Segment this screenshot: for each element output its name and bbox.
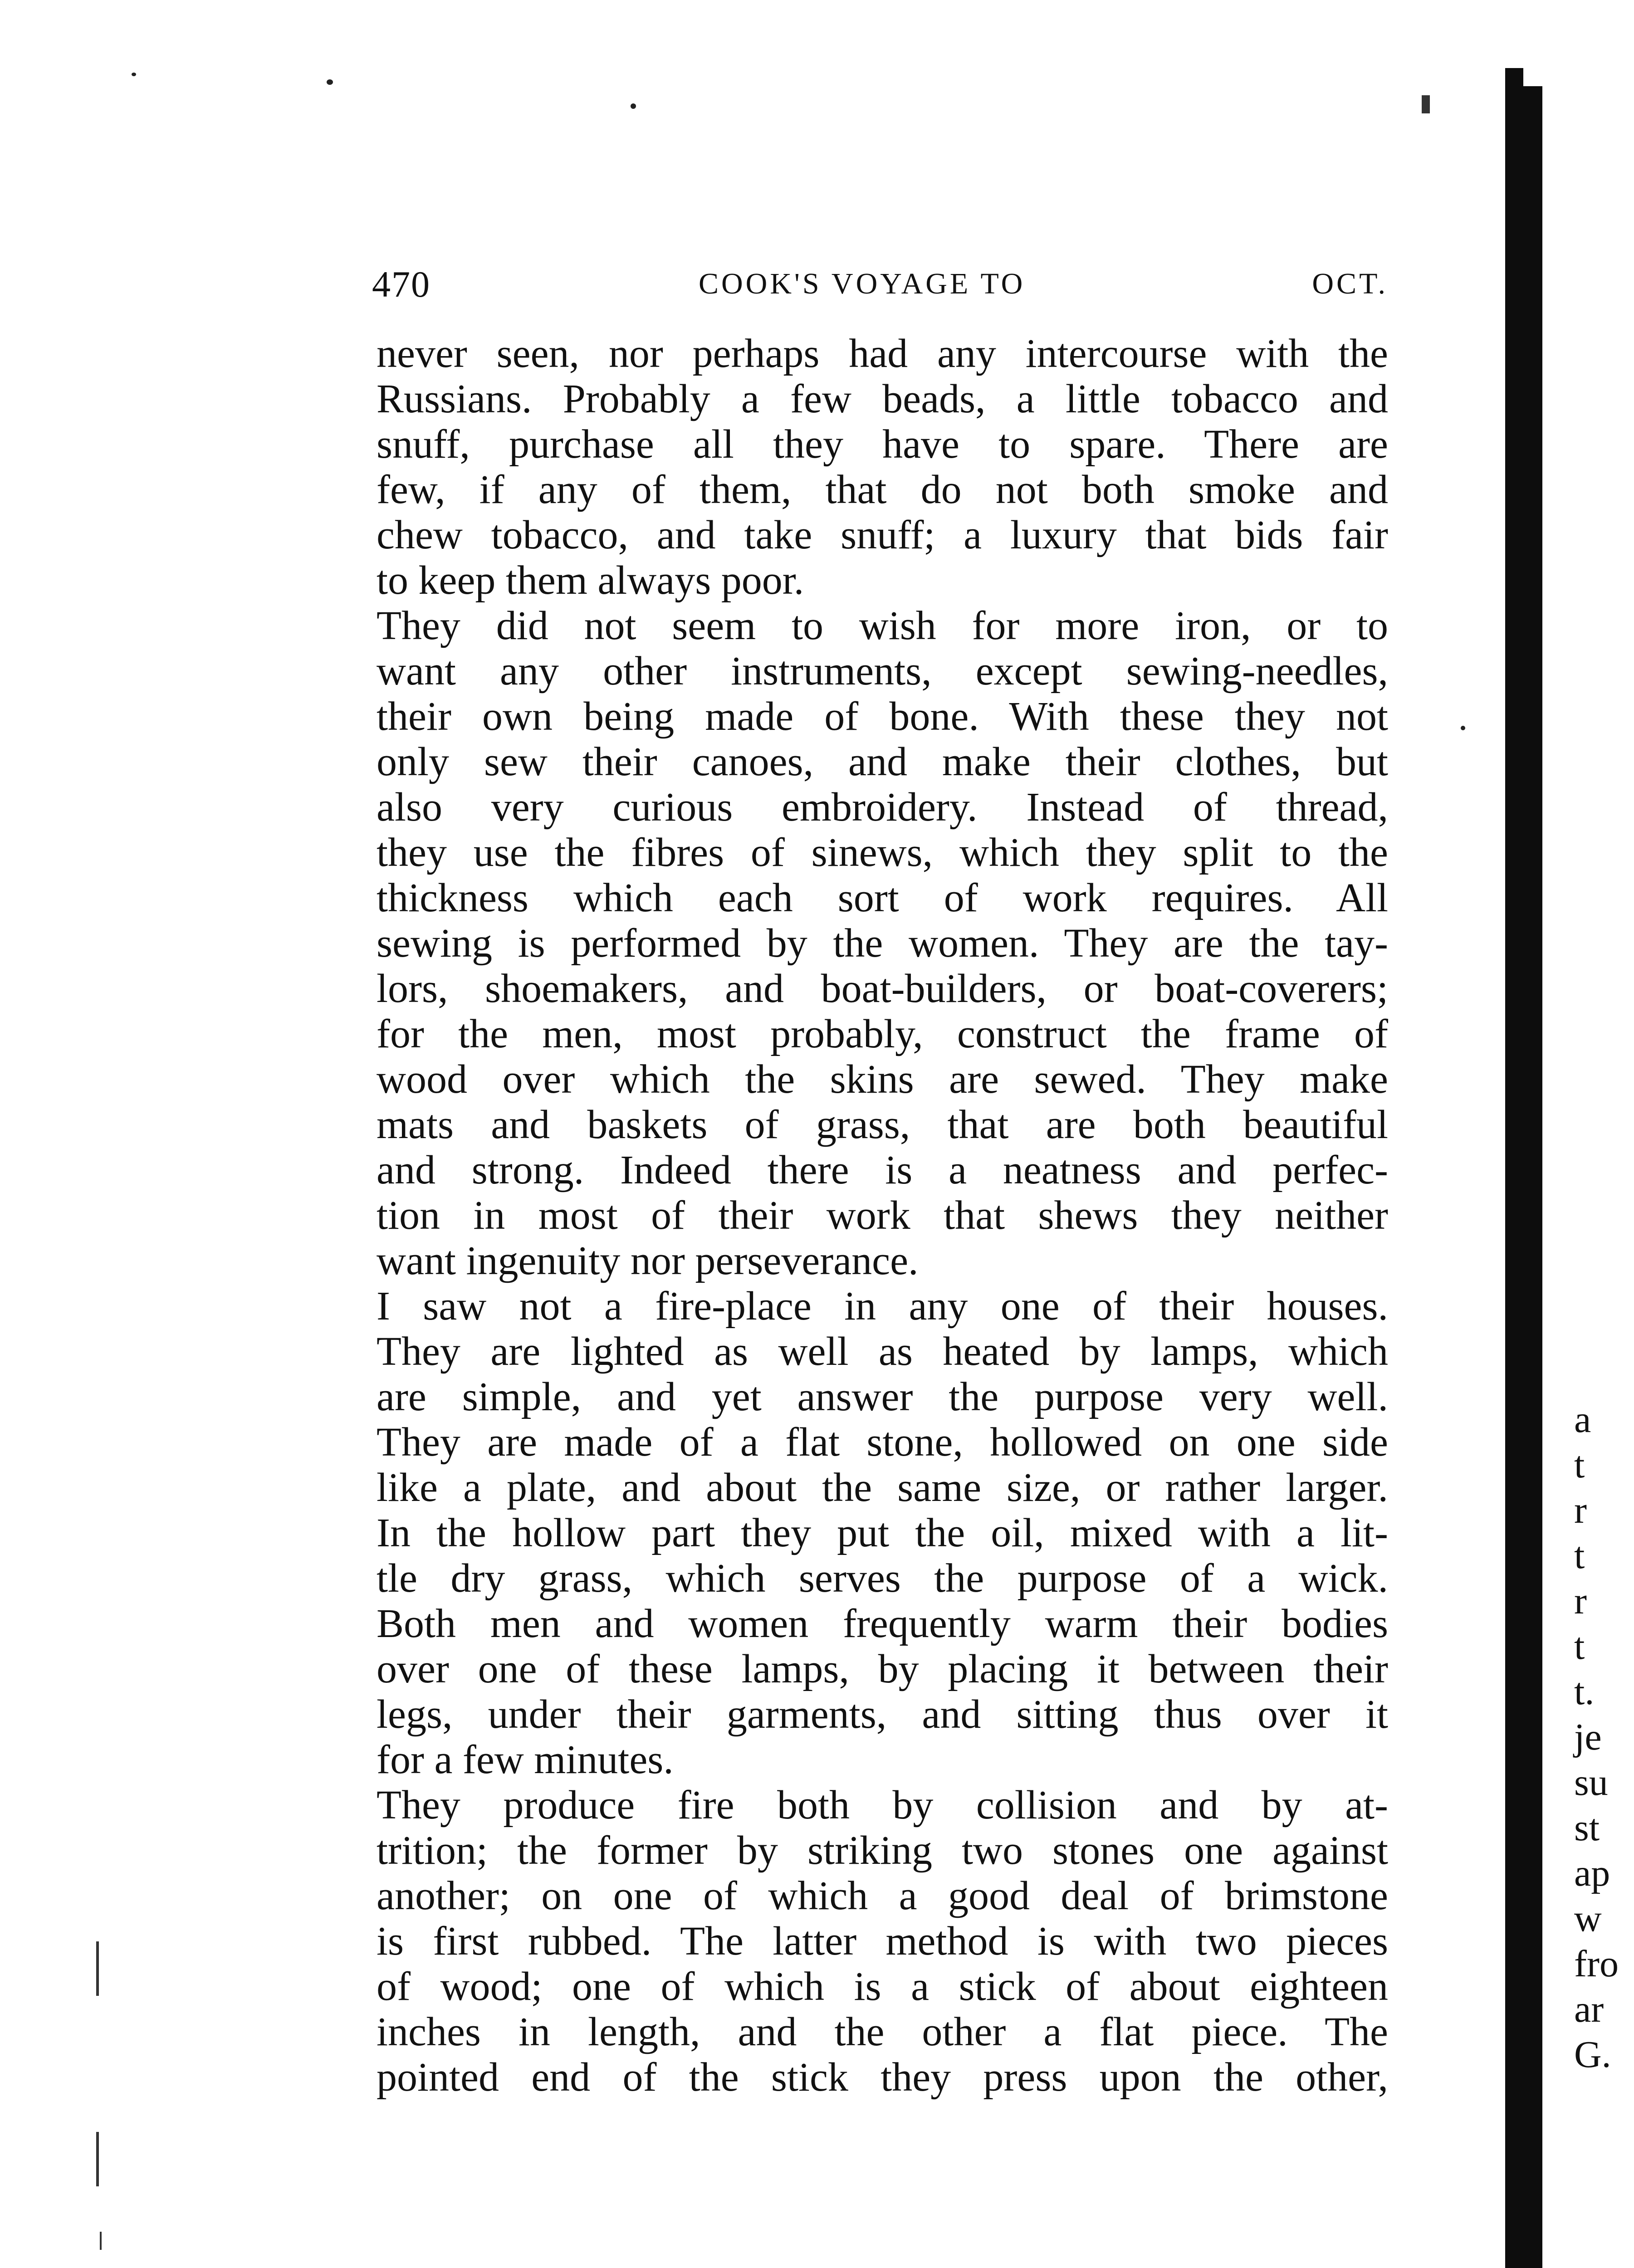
text-line: to keep them always poor.	[377, 558, 804, 603]
running-title: COOK'S VOYAGE TO	[699, 267, 1026, 300]
facing-fragment: r	[1574, 1489, 1587, 1531]
text-line: only sew their canoes, and make their clothes, but	[377, 739, 1388, 784]
text-line: tle dry grass, which serves the purpose of a wick.	[377, 1556, 1388, 1601]
text-line: want any other instruments, except sewing-needles,	[377, 649, 1388, 694]
text-line: chew tobacco, and take snuff; a luxury that bids fair	[377, 513, 1388, 557]
text-line: also very curious embroidery. Instead of thread,	[377, 785, 1388, 830]
text-line: Russians. Probably a few beads, a little tobacco and	[377, 376, 1388, 421]
text-line: lors, shoemakers, and boat-builders, or boat-coverers;	[377, 966, 1388, 1011]
text-line: In the hollow part they put the oil, mixed with a lit-	[377, 1510, 1388, 1555]
text-line: They are made of a flat stone, hollowed on one side	[377, 1420, 1388, 1465]
text-line: and strong. Indeed there is a neatness and perfec-	[377, 1148, 1388, 1193]
text-line: of wood; one of which is a stick of about eighteen	[377, 1964, 1388, 2009]
speck	[631, 103, 636, 109]
speck	[132, 73, 136, 76]
facing-fragment: G.	[1574, 2033, 1611, 2076]
text-line: They did not seem to wish for more iron, or to	[377, 603, 1388, 648]
facing-fragment: a	[1574, 1398, 1591, 1441]
text-line: Both men and women frequently warm their bodies	[377, 1601, 1388, 1646]
margin-mark	[96, 1941, 99, 1996]
text-line: legs, under their garments, and sitting thus over it	[377, 1692, 1388, 1737]
facing-fragment: t	[1574, 1535, 1585, 1577]
facing-fragment: ar	[1574, 1988, 1604, 2030]
text-line: are simple, and yet answer the purpose very well.	[377, 1374, 1388, 1419]
text-line: another; on one of which a good deal of brimstone	[377, 1873, 1388, 1918]
facing-fragment: t.	[1574, 1671, 1595, 1713]
text-line: mats and baskets of grass, that are both beautiful	[377, 1102, 1388, 1147]
text-line: they use the fibres of sinews, which they split to the	[377, 830, 1388, 875]
text-line: tion in most of their work that shews they neither	[377, 1193, 1388, 1238]
text-line: trition; the former by striking two stones one against	[377, 1828, 1388, 1873]
facing-fragment: t	[1574, 1625, 1585, 1667]
text-line: thickness which each sort of work requires. All	[377, 875, 1388, 920]
text-line: for a few minutes.	[377, 1737, 674, 1782]
text-line: few, if any of them, that do not both smoke and	[377, 467, 1388, 512]
text-line: for the men, most probably, construct the frame of	[377, 1012, 1388, 1056]
running-header	[372, 263, 1388, 313]
speck	[1461, 726, 1465, 730]
text-line: snuff, purchase all they have to spare. There are	[377, 422, 1388, 467]
running-month: OCT.	[1312, 267, 1388, 300]
body-text	[377, 331, 1388, 2100]
binding-shadow	[1505, 86, 1542, 2268]
margin-mark	[96, 2132, 99, 2186]
text-line: over one of these lamps, by placing it between their	[377, 1647, 1388, 1691]
margin-mark	[100, 2232, 102, 2250]
page-number: 470	[372, 264, 431, 305]
speck	[327, 79, 333, 85]
facing-fragment: st	[1574, 1807, 1600, 1849]
facing-fragment: w	[1574, 1897, 1602, 1940]
text-line: They are lighted as well as heated by lamps, which	[377, 1329, 1388, 1374]
text-line: is first rubbed. The latter method is with two pieces	[377, 1919, 1388, 1964]
margin-mark	[1422, 95, 1430, 113]
text-line: I saw not a fire-place in any one of their houses.	[377, 1284, 1388, 1329]
text-line: pointed end of the stick they press upon the other,	[377, 2055, 1388, 2100]
text-line: their own being made of bone. With these they not	[377, 694, 1388, 739]
facing-fragment: je	[1574, 1716, 1602, 1758]
text-line: They produce fire both by collision and by at-	[377, 1783, 1388, 1828]
text-line: wood over which the skins are sewed. They make	[377, 1057, 1388, 1102]
facing-page-bleed	[1574, 1397, 1634, 2077]
text-line: sewing is performed by the women. They are the tay-	[377, 921, 1388, 966]
facing-fragment: t	[1574, 1444, 1585, 1486]
text-line: want ingenuity nor perseverance.	[377, 1238, 919, 1283]
facing-fragment: su	[1574, 1761, 1608, 1804]
text-line: like a plate, and about the same size, or rather larger.	[377, 1465, 1388, 1510]
text-line: never seen, nor perhaps had any intercourse with the	[377, 331, 1388, 376]
facing-fragment: ap	[1574, 1852, 1610, 1894]
text-line: inches in length, and the other a flat piece. The	[377, 2009, 1388, 2054]
facing-fragment: fro	[1574, 1943, 1619, 1985]
facing-fragment: r	[1574, 1580, 1587, 1622]
